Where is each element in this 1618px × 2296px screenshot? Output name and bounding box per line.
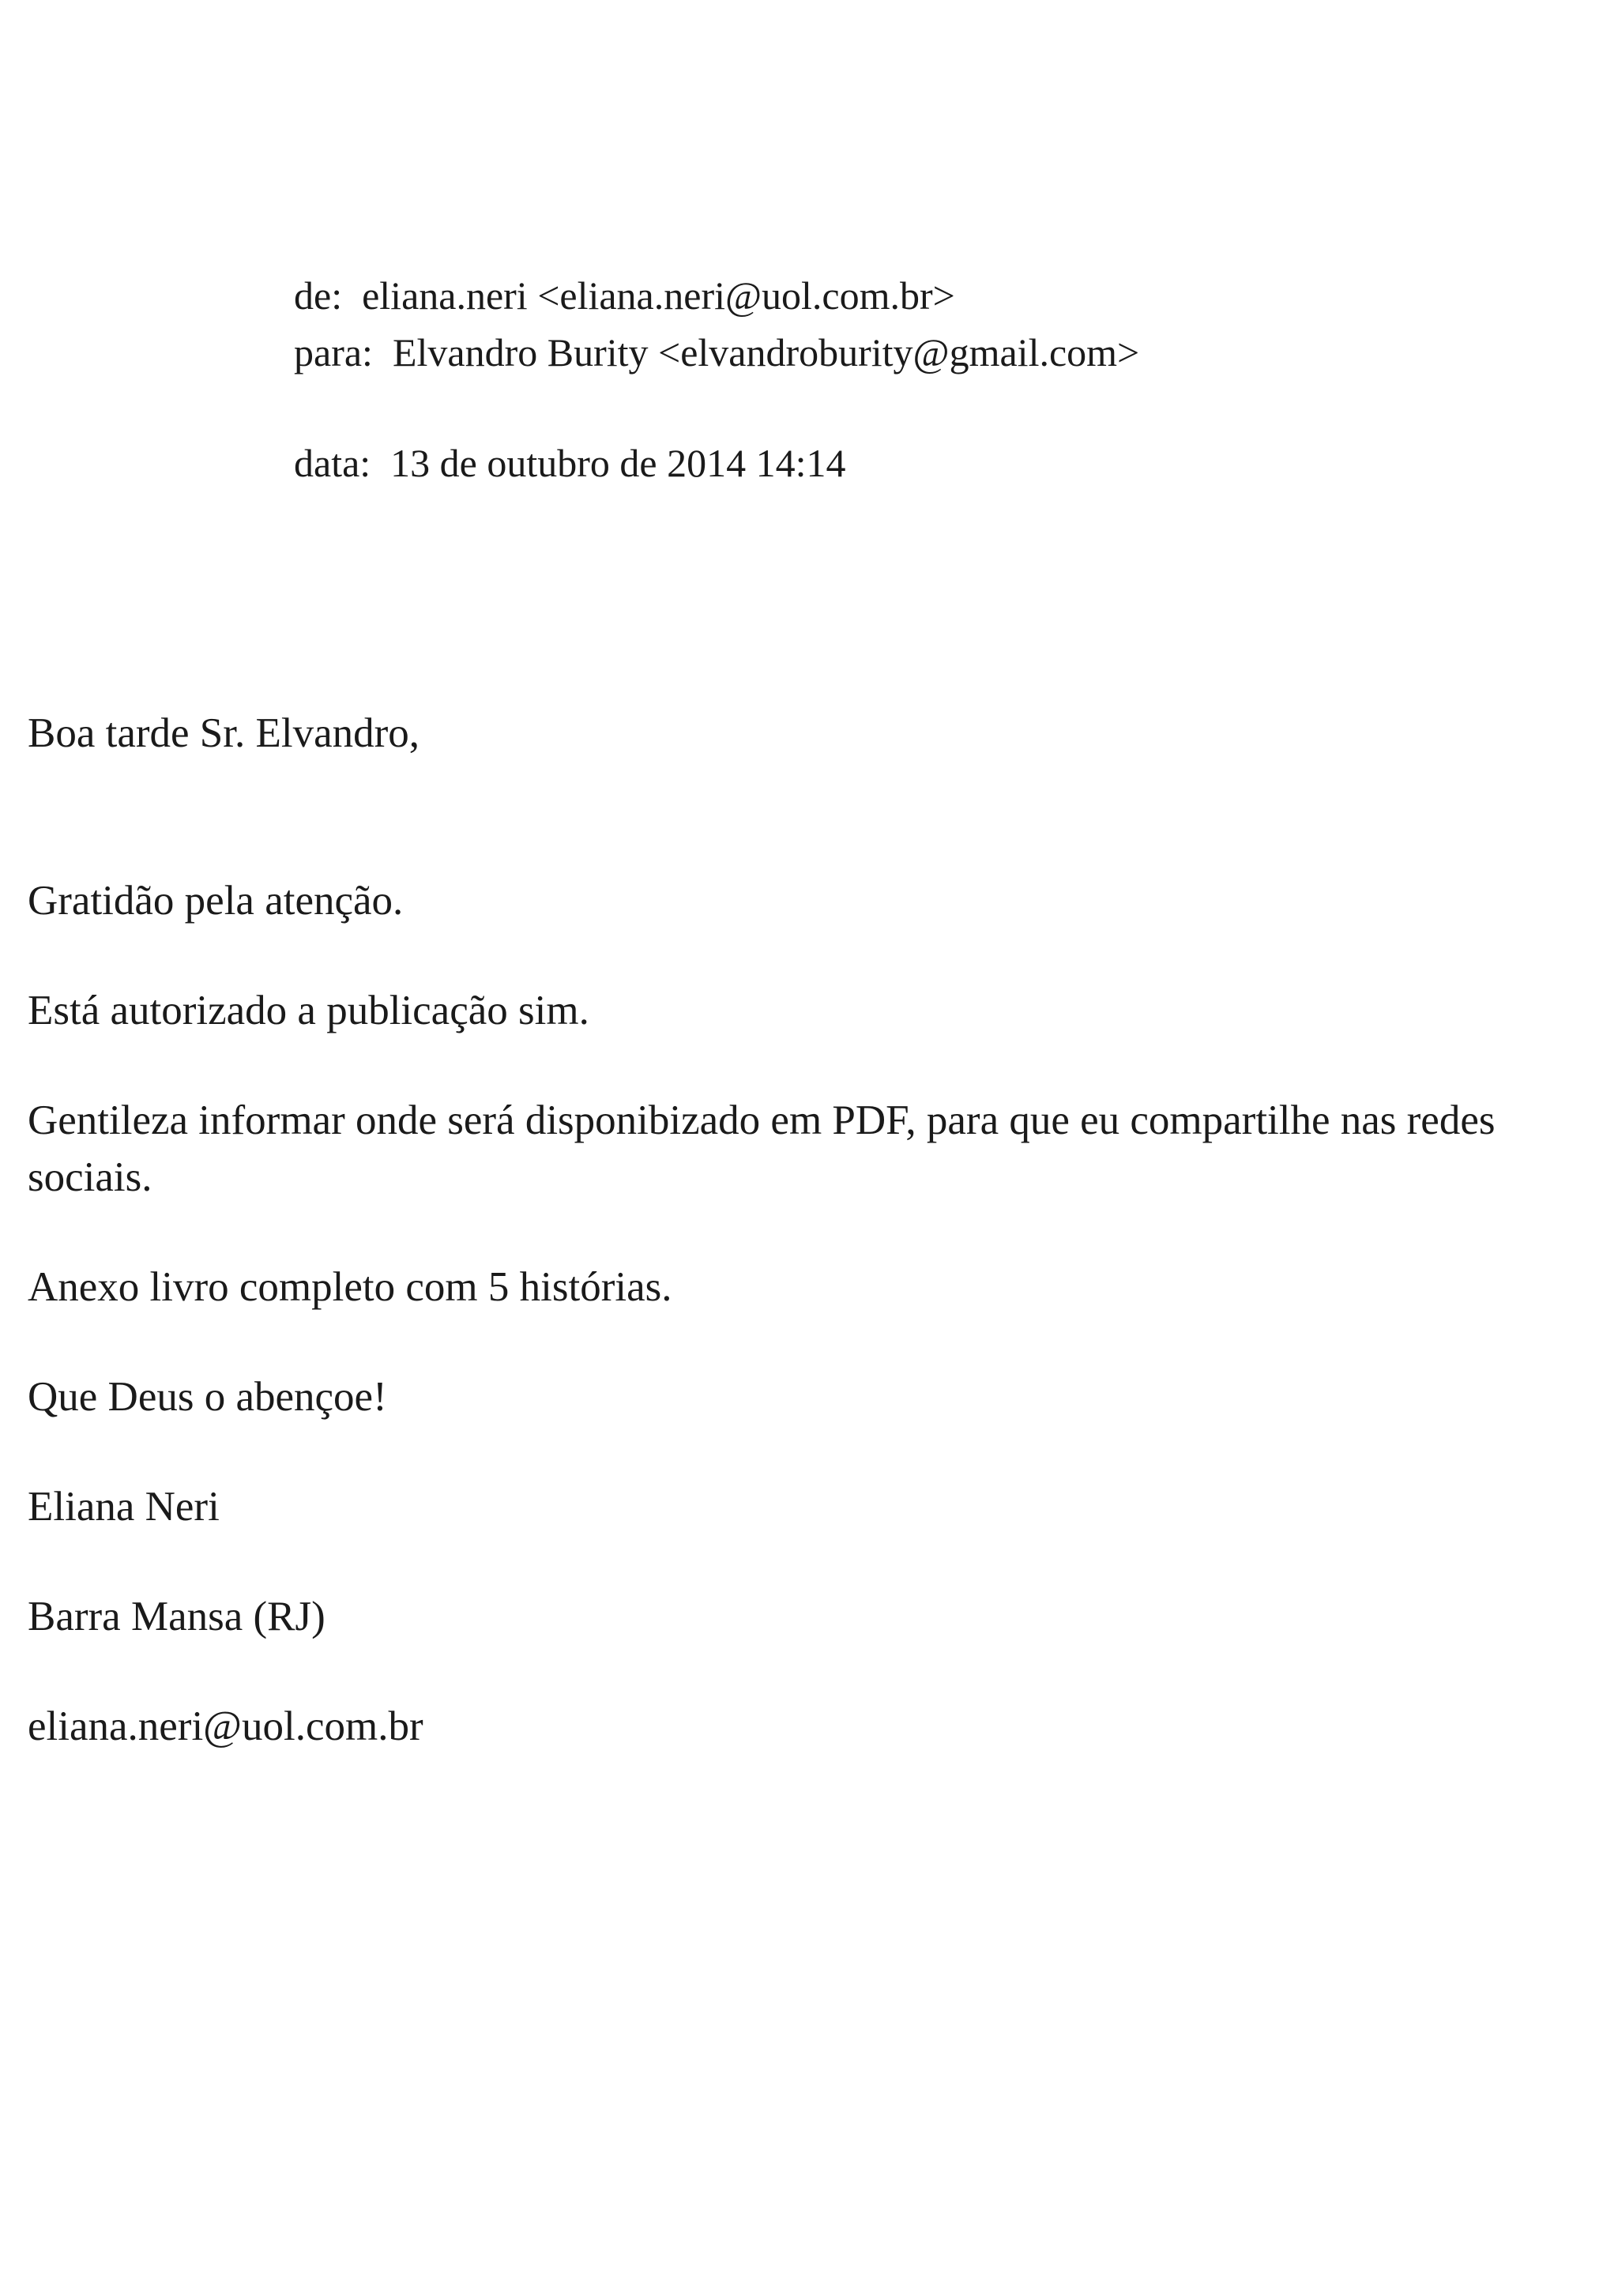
signature-location: Barra Mansa (RJ) <box>28 1594 325 1639</box>
greeting: Boa tarde Sr. Elvandro, <box>28 710 420 756</box>
date-label: data: <box>294 441 371 485</box>
header-spacer <box>294 381 1558 435</box>
paragraph-authorization: Está autorizado a publicação sim. <box>28 988 589 1033</box>
from-label: de: <box>294 273 343 318</box>
to-value: Elvandro Burity <elvandroburity@gmail.com> <box>392 330 1140 375</box>
signature-name: Eliana Neri <box>28 1484 220 1530</box>
paragraph-pdf-request: Gentileza informar onde será disponibizado em PDF, para que eu compartilhe nas redes sociais. <box>28 1097 1496 1200</box>
paragraph-gratitude: Gratidão pela atenção. <box>28 878 404 924</box>
date-value: 13 de outubro de 2014 14:14 <box>390 441 846 485</box>
from-value: eliana.neri <eliana.neri@uol.com.br> <box>362 273 955 318</box>
paragraph-blessing: Que Deus o abençoe! <box>28 1374 387 1420</box>
to-line <box>294 324 1558 381</box>
paragraph-attachment: Anexo livro completo com 5 histórias. <box>28 1264 672 1310</box>
date-line <box>294 435 1558 491</box>
email-header <box>294 267 1558 491</box>
email-body <box>28 705 1592 1808</box>
from-line <box>294 267 1558 324</box>
to-label: para: <box>294 330 373 375</box>
signature-email: eliana.neri@uol.com.br <box>28 1703 423 1749</box>
